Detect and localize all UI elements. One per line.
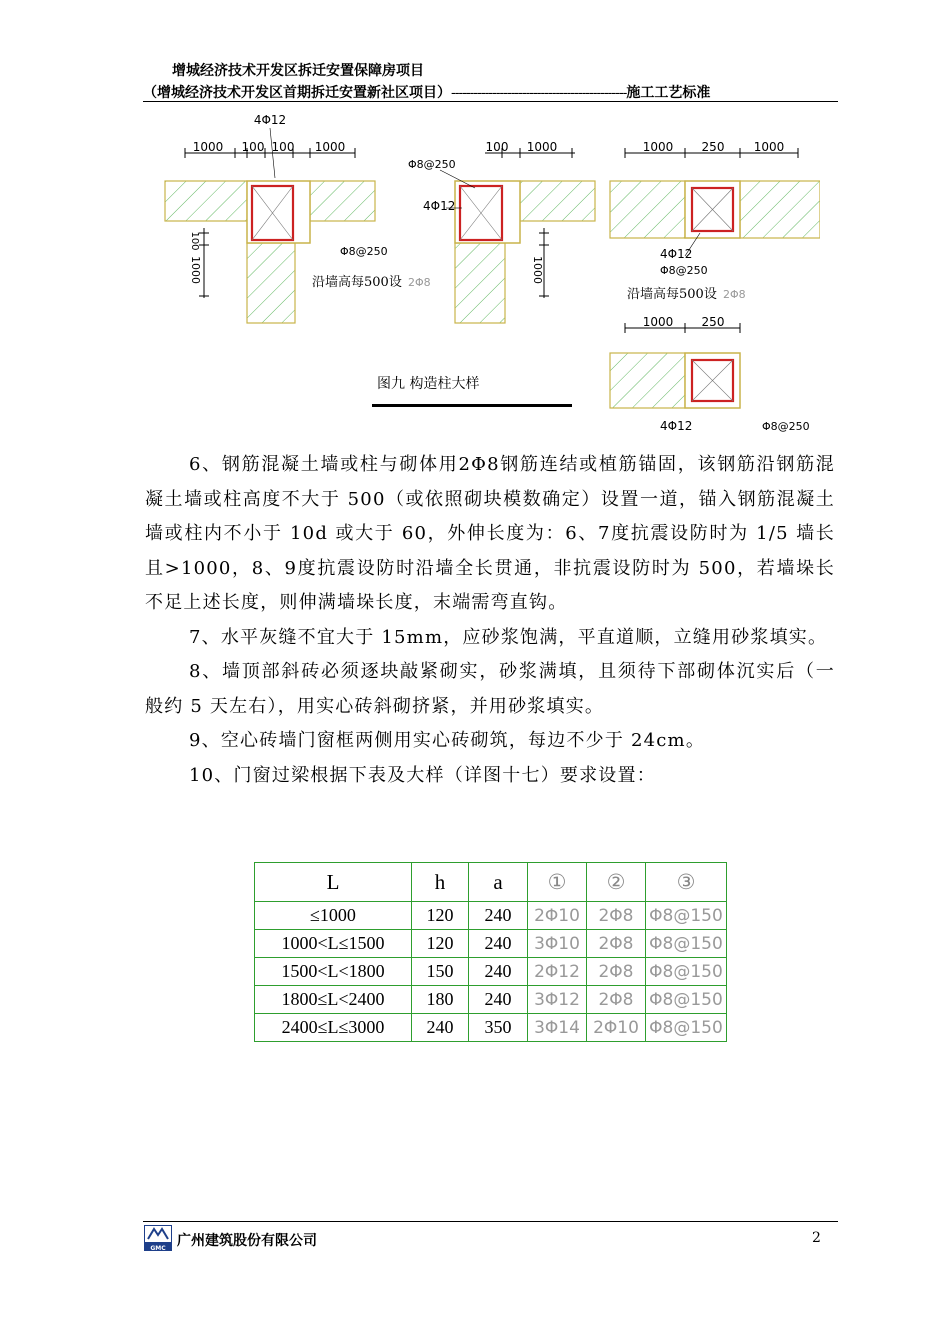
company-logo-text: GMC [150, 1245, 166, 1251]
table-cell: 3Φ10 [528, 930, 587, 958]
lintel-table-header-row [255, 863, 727, 902]
detail-a-tie-label: 2Φ8 [408, 276, 431, 289]
paragraph-9: 9、空心砖墙门窗框两侧用实心砖砌筑，每边不少于 24cm。 [189, 730, 706, 751]
table-cell: Φ8@150 [646, 902, 727, 930]
table-cell: 2Φ8 [587, 958, 646, 986]
detail-b-wall-right [520, 181, 595, 221]
paragraph-7: 7、水平灰缝不宜大于 15mm，应砂浆饱满，平直道顺，立缝用砂浆填实。 [189, 626, 828, 648]
table-row [255, 1014, 727, 1042]
lintel-header-l: L [255, 863, 412, 902]
table-cell: 240 [469, 958, 528, 986]
detail-c-stirrup-label: Φ8@250 [660, 264, 708, 277]
lintel-header-2: ② [587, 863, 646, 902]
table-cell: 240 [469, 930, 528, 958]
table-cell: 2Φ10 [528, 902, 587, 930]
page-number: 2 [812, 1230, 821, 1246]
detail-d-stirrup-label: Φ8@250 [762, 420, 810, 433]
table-cell: Φ8@150 [646, 958, 727, 986]
detail-c-dim-1000-left: 1000 [642, 140, 674, 154]
detail-d-dim-250: 250 [701, 315, 725, 329]
detail-b-bars-label: 4Φ12 [423, 199, 456, 213]
table-cell: Φ8@150 [646, 1014, 727, 1042]
lintel-header-1: ① [528, 863, 587, 902]
table-cell: 3Φ12 [528, 986, 587, 1014]
body-text [145, 448, 835, 793]
company-logo-icon [144, 1225, 172, 1251]
detail-a-dim-1000-vertical: 1000 [189, 256, 202, 284]
detail-d [610, 315, 810, 433]
lintel-header-h: h [412, 863, 469, 902]
table-row [255, 902, 727, 930]
detail-c-dim-1000-right: 1000 [753, 140, 785, 154]
detail-b-stirrup-label: Φ8@250 [408, 158, 456, 171]
detail-a-stirrup-label: Φ8@250 [340, 245, 388, 258]
detail-b [408, 140, 595, 323]
table-cell: 2Φ8 [587, 902, 646, 930]
table-row [255, 930, 727, 958]
table-cell: 120 [412, 902, 469, 930]
detail-a-wall-down [247, 243, 295, 323]
header-dashes: ----------------------------------------------- [451, 85, 627, 101]
table-cell: 150 [412, 958, 469, 986]
header-rule [143, 101, 838, 102]
paragraph-8: 8、墙顶部斜砖必须逐块敲紧砌实，砂浆满填，且须待下部砌体沉实后（一般约 5 天左右），用实心砖斜砌挤紧，并用砂浆填实。 [145, 661, 835, 717]
table-cell: 240 [412, 1014, 469, 1042]
figure-caption-rule [372, 404, 572, 407]
table-cell: 2Φ10 [587, 1014, 646, 1042]
table-cell: 1500<L<1800 [255, 958, 412, 986]
table-cell: 2400≤L≤3000 [255, 1014, 412, 1042]
table-cell: Φ8@150 [646, 930, 727, 958]
detail-a [165, 113, 431, 323]
detail-b-wall-down [455, 243, 505, 323]
table-cell: 350 [469, 1014, 528, 1042]
header-subtitle: （增城经济技术开发区首期拆迁安置新社区项目） [143, 85, 451, 101]
detail-a-wall-left [165, 181, 247, 221]
detail-a-dim-1000-right: 1000 [314, 140, 346, 154]
detail-c-bars-label: 4Φ12 [660, 247, 693, 261]
table-cell: 2Φ12 [528, 958, 587, 986]
lintel-header-3: ③ [646, 863, 727, 902]
detail-a-bars-label: 4Φ12 [253, 113, 287, 127]
header-section: 施工工艺标准 [626, 85, 711, 101]
table-cell: 240 [469, 986, 528, 1014]
detail-b-dim-1000: 1000 [526, 140, 558, 154]
detail-a-dim-100-a: 100 [241, 140, 265, 154]
paragraph-6: 6、钢筋混凝土墙或柱与砌体用2Φ8钢筋连结或植筋锚固，该钢筋沿钢筋混凝土墙或柱高度不大于 500（或依照砌块模数确定）设置一道，锚入钢筋混凝土墙或柱内不小于 10d 或大于 60，外伸长度为：6、7度抗震设防时为 1/5 墙长且>1000，8、9度抗震设防时沿墙全长贯通，非抗震设防时为 500，若墙垛长不足上述长度，则伸满墙垛长度，末端需弯直钩。 [145, 454, 835, 613]
detail-c-along-wall-label: 沿墙高每500设 [627, 287, 717, 302]
table-cell: 240 [469, 902, 528, 930]
detail-a-along-wall-label: 沿墙高每500设 [312, 275, 402, 290]
footer-rule [143, 1221, 838, 1222]
detail-b-dim-100: 100 [485, 140, 509, 154]
detail-a-dim-100-vertical: 100 [189, 231, 200, 251]
lintel-table [254, 862, 727, 1042]
detail-d-bars-label: 4Φ12 [660, 419, 693, 433]
detail-a-wall-right [310, 181, 375, 221]
table-row [255, 958, 727, 986]
table-cell: ≤1000 [255, 902, 412, 930]
header-title: 增城经济技术开发区拆迁安置保障房项目 [172, 63, 424, 79]
detail-a-dim-1000-left: 1000 [192, 140, 224, 154]
detail-a-dim-100-b: 100 [271, 140, 295, 154]
lintel-header-a: a [469, 863, 528, 902]
detail-c [610, 140, 820, 302]
table-cell: 1000<L≤1500 [255, 930, 412, 958]
detail-d-dim-1000: 1000 [642, 315, 674, 329]
figure-caption: 图九 构造柱大样 [377, 376, 480, 392]
detail-c-dim-250: 250 [701, 140, 725, 154]
table-row [255, 986, 727, 1014]
detail-c-wall-right [740, 181, 820, 238]
table-cell: 2Φ8 [587, 986, 646, 1014]
detail-c-wall-left [610, 181, 685, 238]
company-name: 广州建筑股份有限公司 [177, 1233, 317, 1249]
header-subtitle-line [143, 82, 838, 102]
paragraph-10: 10、门窗过梁根据下表及大样（详图十七）要求设置： [189, 764, 656, 786]
table-cell: 120 [412, 930, 469, 958]
construction-column-detail-figure [140, 108, 820, 438]
detail-b-dim-1000-vertical: 1000 [531, 256, 544, 284]
detail-c-tie-label: 2Φ8 [723, 288, 746, 301]
table-cell: 3Φ14 [528, 1014, 587, 1042]
table-cell: 1800≤L<2400 [255, 986, 412, 1014]
detail-d-wall [610, 353, 685, 408]
table-cell: 2Φ8 [587, 930, 646, 958]
table-cell: Φ8@150 [646, 986, 727, 1014]
table-cell: 180 [412, 986, 469, 1014]
